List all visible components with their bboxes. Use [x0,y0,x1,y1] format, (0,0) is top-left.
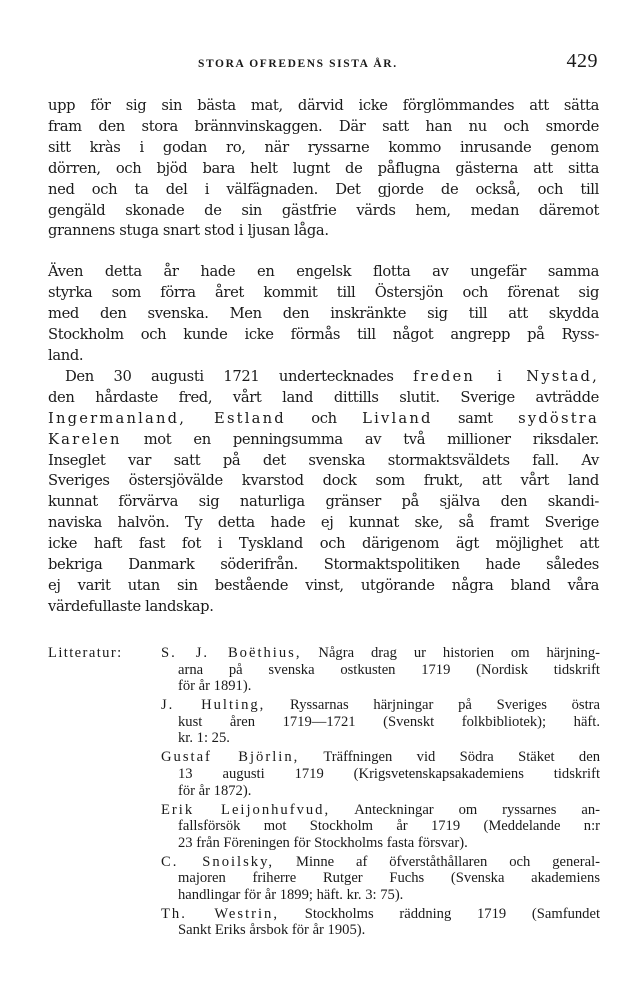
literature-label: Litteratur: [48,645,123,661]
entry-line [161,645,600,662]
text-line: icke haft fast fot i Tyskland och därigenom ägt möjlighet att [48,535,599,553]
entry-author: Gustaf Björlin, [161,749,300,766]
text-run: mot en penningsumma av två millioner riksdaler. [121,430,599,448]
entry-line: handlingar för år 1899; häft. kr. 3: 75). [178,886,404,903]
entry-text: Träffningen vid Södra Stäket den [299,749,600,766]
emphasis-sydostra: sydöstra [518,409,599,427]
entry-text: Minne af öfverståthållaren och general- [274,853,601,870]
text-run: och [285,409,363,427]
entry-line [161,854,600,871]
text-run: samt [432,409,519,427]
text-line [48,409,599,430]
entry-text: Ryssarnas härjningar på Sveriges östra [265,697,600,714]
entry-line: 23 från Föreningen för Stockholms fasta försvar). [178,834,468,851]
entry-author: Th. Westrin, [161,905,280,922]
entry-line [161,749,600,766]
paragraph-2 [48,262,599,367]
text-line: värdefullaste landskap. [48,597,214,615]
literature-entry [161,906,600,939]
entry-text: Anteckningar om ryssarnes an- [330,801,600,818]
text-line: Stockholm och kunde icke förmås till något angrepp på Ryss- [48,326,599,344]
text-line: naviska halvön. Ty detta hade ej kunnat ske, så framt Sverige [48,514,599,532]
text-line: ej varit utan sin bestående vinst, utgörande några bland våra [48,576,599,594]
paragraph-1 [48,96,599,242]
entry-line: för år 1872). [178,782,252,799]
text-line: ned och ta del i välfägnaden. Det gjorde de också, och till [48,180,599,198]
text-line: Sveriges östersjövälde kvarstod dock som frukt, att vårt land [48,472,599,490]
literature-entry [161,697,600,747]
emphasis-ingermanland: Ingermanland, Estland [48,409,286,427]
text-line: gengäld skonade de sin gästfrie värds hem, medan däremot [48,201,599,219]
literature-list [161,645,600,941]
entry-author: C. Snoilsky, [161,853,275,870]
text-line: land. [48,346,84,364]
text-line: den hårdaste fred, vårt land dittills slutit. Sverige avträdde [48,388,599,406]
entry-line: för år 1891). [178,678,252,695]
text-line: upp för sig sin bästa mat, därvid icke förglömmandes att sätta [48,97,599,114]
entry-line [161,802,600,819]
text-line: kunnat förvärva sig naturliga gränser på själva den skandi- [48,493,599,511]
text-line [48,367,599,388]
text-line: grannens stuga snart stod i ljusan låga. [48,222,329,240]
entry-line: kust åren 1719—1721 (Svenskt folkbibliotek); häft. [178,713,600,730]
literature-entry [161,854,600,904]
paragraph-3 [48,367,599,618]
page-header [48,50,598,76]
entry-line [161,906,600,923]
entry-line: arna på svenska ostkusten 1719 (Nordisk tidskrift [178,661,600,678]
entry-text: Några drag ur historien om härjning- [301,645,600,661]
entry-line: fallsförsök mot Stockholm år 1719 (Meddelande n:r [178,818,600,835]
emphasis-karelen: Karelen [48,430,122,448]
body-text [48,96,599,618]
literature-entry [161,802,600,852]
text-run: Den 30 augusti 1721 undertecknades [65,367,414,385]
text-line: med den svenska. Men den inskränkte sig till att skydda [48,305,599,323]
entry-author: Erik Leijonhufvud, [161,801,331,818]
running-title: STORA OFREDENS SISTA ÅR. [198,58,398,70]
paragraph-gap [48,242,599,262]
literature-entry [161,749,600,799]
entry-text: Stockholms räddning 1719 (Samfundet [279,905,601,922]
entry-line: kr. 1: 25. [178,730,230,747]
text-line: bekriga Danmark söderifrån. Stormaktspolitiken hade således [48,556,599,574]
text-line [48,430,599,451]
text-line: dörren, och bjöd bara helt lugnt de påflugna gästerna att sitta [48,159,599,177]
entry-line [161,697,600,714]
text-line: fram den stora brännvinskaggen. Där satt han nu och smorde [48,117,599,135]
page-number: 429 [566,50,598,72]
entry-line: 13 augusti 1719 (Krigsvetenskapsakademiens tidskrift [178,765,600,782]
entry-author: S. J. Boëthius, [161,645,302,661]
entry-line: majoren friherre Rutger Fuchs (Svenska akademiens [178,870,600,887]
emphasis-livland: Livland [362,409,433,427]
literature-entry [161,645,600,695]
entry-author: J. Hulting, [161,697,266,714]
emphasis-freden: freden i Nystad, [413,367,600,385]
text-line: Även detta år hade en engelsk flotta av ungefär samma [48,263,599,281]
text-line: Inseglet var satt på det svenska stormaktsväldets fall. Av [48,451,599,469]
text-line: sitt kràs i godan ro, när ryssarne kommo inrusande genom [48,138,599,156]
entry-line: Sankt Eriks årsbok för år 1905). [178,922,366,939]
text-line: styrka som förra året kommit till Östersjön och förenat sig [48,284,599,302]
